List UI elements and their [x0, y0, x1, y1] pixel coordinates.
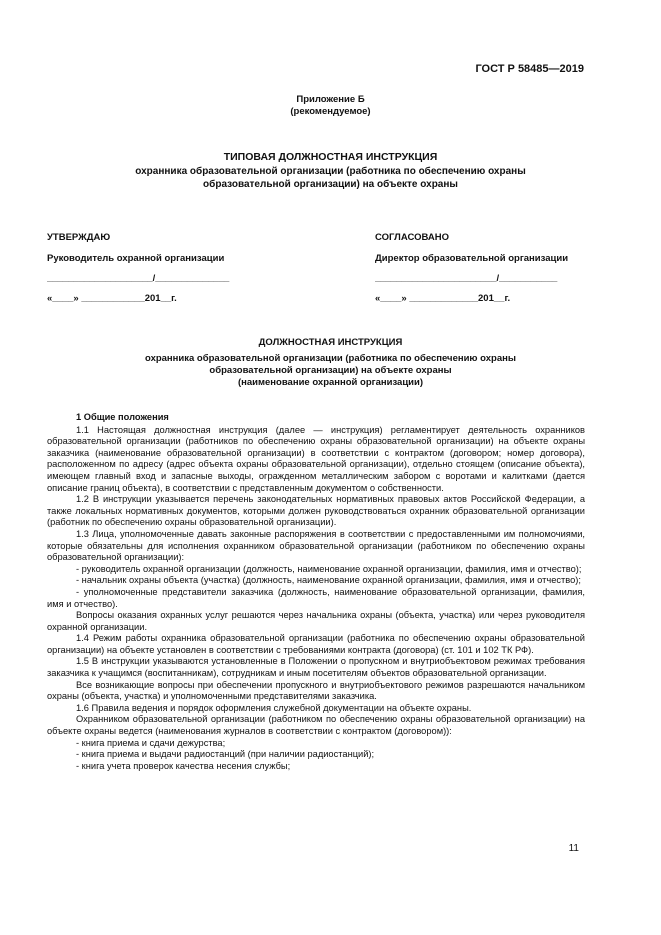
- list-item: - книга приема и сдачи дежурства;: [76, 737, 226, 748]
- paragraph-1-6: 1.6 Правила ведения и порядок оформления служебной документации на объекте охраны.: [76, 702, 472, 713]
- instruction-title: ДОЛЖНОСТНАЯ ИНСТРУКЦИЯ: [258, 337, 403, 348]
- agreement-heading: СОГЛАСОВАНО: [375, 232, 449, 243]
- instruction-subtitle: [0, 353, 661, 389]
- agreement-signature-line: _______________________/___________: [375, 273, 558, 284]
- list-item: - книга учета проверок качества несения службы;: [76, 760, 291, 771]
- instruction-subtitle-line3: (наименование охранной организации): [237, 377, 424, 388]
- approval-block: [47, 232, 262, 313]
- list-item: - уполномоченные представители заказчика (должность, наименование образовательной организации, фамилия, имя и отчество).: [47, 586, 585, 609]
- agreement-block: [375, 232, 590, 313]
- instruction-subtitle-line2: образовательной организации) на объекте охраны: [209, 365, 452, 376]
- paragraph: Все возникающие вопросы при обеспечении пропускного и внутриобъектового режимов разрешаются начальником охраны (объекта, участка) и уполномоченными представителями заказчика.: [47, 679, 585, 702]
- paragraph-1-4: 1.4 Режим работы охранника образовательной организации (работника по обеспечению охраны образовательной организации) на объекте установлен в соответствии с требованиями контракта (договора) (ст. 101 и 102 ТК РФ).: [47, 633, 585, 655]
- section-heading: 1 Общие положения: [76, 412, 169, 422]
- main-subtitle: [0, 165, 661, 191]
- approval-signature-line: ____________________/______________: [47, 273, 230, 284]
- standard-number: ГОСТ Р 58485—2019: [475, 63, 584, 75]
- approval-heading: УТВЕРЖДАЮ: [47, 232, 111, 243]
- paragraph-1-3: 1.3 Лица, уполномоченные давать законные распоряжения в соответствии с предоставленными им полномочиями, которые обязательны для исполнения охранником образовательной организации (работником по обеспечению охраны образовательной организации):: [47, 528, 585, 563]
- instruction-subtitle-line1: охранника образовательной организации (работника по обеспечению охраны: [145, 353, 516, 364]
- list-item: - книга приема и выдачи радиостанций (при наличии радиостанций);: [76, 749, 375, 760]
- agreement-role: Директор образовательной организации: [375, 253, 569, 264]
- agreement-date-line: «____» _____________201__г.: [375, 293, 511, 304]
- paragraph: Вопросы оказания охранных услуг решаются через начальника охраны (объекта, участка) или через руководителя охранной организации.: [47, 610, 585, 632]
- paragraph: Охранником образовательной организации (работником по обеспечению охраны образовательной организации) на объекте охраны ведется (наименования журналов в соответствии с контрактом (договором)):: [47, 714, 585, 737]
- paragraph-1-1: 1.1 Настоящая должностная инструкция (далее — инструкция) регламентирует деятельность охранников образовательной организации (работников по обеспечению охраны образовательной организации) на объекте охраны заказчика (наименование образовательной организации) в соответствии с контрактом (договором; номер договора), расположенном по адресу (адрес объекта охраны образовательной организации), отдельно стоящем (описание объекта), имеющем главный вход и запасные выходы, огражденном металлическим забором с воротами и калитками (дается описание границ объекта), в соответствии с представленным документом о собственности.: [47, 424, 585, 493]
- paragraph-1-5: 1.5 В инструкции указываются установленные в Положении о пропускном и внутриобъектовом режимах требования заказчика к учащимся (воспитанникам), сотрудникам и иным посетителям объектов образовательной организации.: [47, 656, 585, 679]
- main-subtitle-line1: охранника образовательной организации (работника по обеспечению охраны: [135, 166, 526, 177]
- page-number: 11: [568, 843, 579, 854]
- main-title: ТИПОВАЯ ДОЛЖНОСТНАЯ ИНСТРУКЦИЯ: [223, 151, 438, 163]
- section-body: [47, 412, 585, 772]
- paragraph-1-2: 1.2 В инструкции указывается перечень законодательных нормативных правовых актов Российской Федерации, а также локальных нормативных документов, которыми должен руководствоваться охранник образовательной организации (работник по обеспечению охраны образовательной организации).: [47, 494, 585, 528]
- appendix-note: (рекомендуемое): [290, 106, 371, 117]
- main-subtitle-line2: образовательной организации) на объекте охраны: [203, 179, 458, 190]
- list-item: - начальник охраны объекта (участка) (должность, наименование охранной организации, фамилия, имя и отчество);: [76, 575, 581, 586]
- list-item: - руководитель охранной организации (должность, наименование охранной организации, фамилия, имя и отчество);: [76, 563, 582, 574]
- approval-date-line: «____» ____________201__г.: [47, 293, 177, 304]
- approval-role: Руководитель охранной организации: [47, 253, 225, 264]
- appendix-title: Приложение Б: [296, 94, 365, 105]
- appendix-heading: [0, 94, 661, 118]
